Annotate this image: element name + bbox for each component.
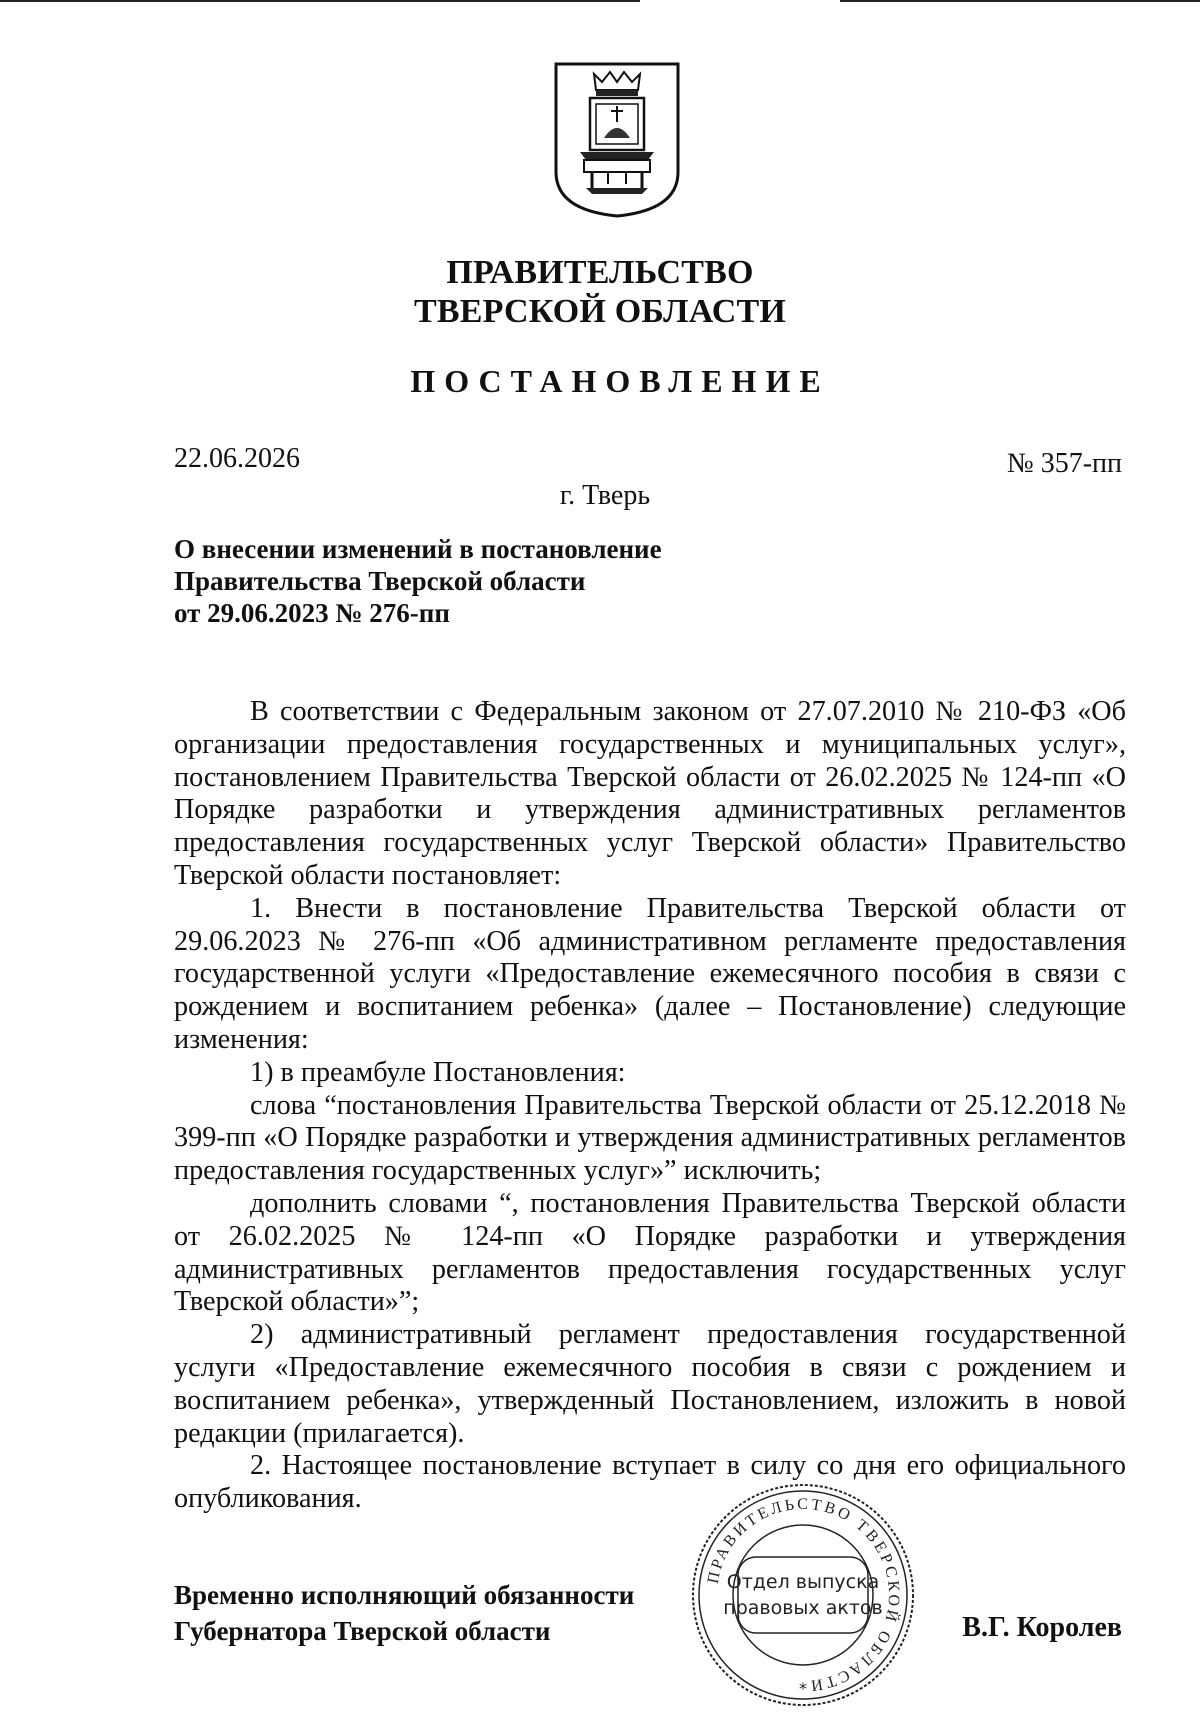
stamp-center-line: Отдел выпуска <box>726 1571 880 1593</box>
document-subject <box>174 533 662 629</box>
official-stamp <box>690 1482 916 1708</box>
body-paragraph: слова “постановления Правительства Тверской области от 25.12.2018 № 399-пп «О Порядке разработки и утверждения административных регламентов предоставления государственных услуг»” исключить; <box>174 1089 1126 1187</box>
scan-edge-line <box>0 0 1200 4</box>
signer-position-line: Губернатора Тверской области <box>174 1616 551 1646</box>
signer-name: В.Г. Королев <box>962 1612 1122 1643</box>
body-paragraph: дополнить словами “, постановления Правительства Тверской области от 26.02.2025 № 124-пп «О Порядке разработки и утверждения административных регламентов предоставления государственных услуг Тверской области»”; <box>174 1187 1126 1318</box>
document-type: ПОСТАНОВЛЕНИЕ <box>410 363 830 399</box>
subject-line: Правительства Тверской области <box>174 566 586 596</box>
organization-title: ПРАВИТЕЛЬСТВО <box>446 254 754 291</box>
body-paragraph: В соответствии с Федеральным законом от 27.07.2010 № 210-ФЗ «Об организации предоставления государственных и муниципальных услуг», постановлением Правительства Тверской области от 26.02.2025 № 124-пп «О Порядке разработки и утверждения административных регламентов предоставления государственных услуг Тверской области» Правительство Тверской области постановляет: <box>174 696 1126 891</box>
document-city: г. Тверь <box>559 480 651 511</box>
body-paragraph: 1) в преамбуле Постановления: <box>250 1056 626 1088</box>
organization-title-region: ТВЕРСКОЙ ОБЛАСТИ <box>413 293 787 330</box>
document-date: 22.06.2026 <box>174 443 300 474</box>
subject-line: от 29.06.2023 № 276-пп <box>174 598 450 628</box>
signer-position-line: Временно исполняющий обязанности <box>174 1580 635 1610</box>
stamp-ring-text: ПРАВИТЕЛЬСТВО ТВЕРСКОЙ ОБЛАСТИ <box>704 1495 903 1695</box>
stamp-star: * <box>799 1679 807 1698</box>
body-paragraph: 1. Внести в постановление Правительства Тверской области от 29.06.2023 № 276-пп «Об административном регламенте предоставления государственной услуги «Предоставление ежемесячного пособия в связи с рождением и воспитанием ребенка» (далее – Постановление) следующие изменения: <box>174 892 1126 1055</box>
body-paragraph: 2. Настоящее постановление вступает в силу со дня его официального опубликования. <box>174 1450 1126 1515</box>
document-number: № 357-пп <box>1006 448 1122 479</box>
subject-line: О внесении изменений в постановление <box>174 534 662 564</box>
coat-of-arms-icon <box>552 60 682 218</box>
signer-position <box>174 1577 634 1649</box>
body-paragraph: 2) административный регламент предоставления государственной услуги «Предоставление ежемесячного пособия в связи с рождением и воспитанием ребенка», утвержденный Постановлением, изложить в новой редакции (прилагается). <box>174 1319 1126 1449</box>
document-body <box>174 696 1126 1516</box>
stamp-center-line: правовых актов <box>723 1597 883 1619</box>
